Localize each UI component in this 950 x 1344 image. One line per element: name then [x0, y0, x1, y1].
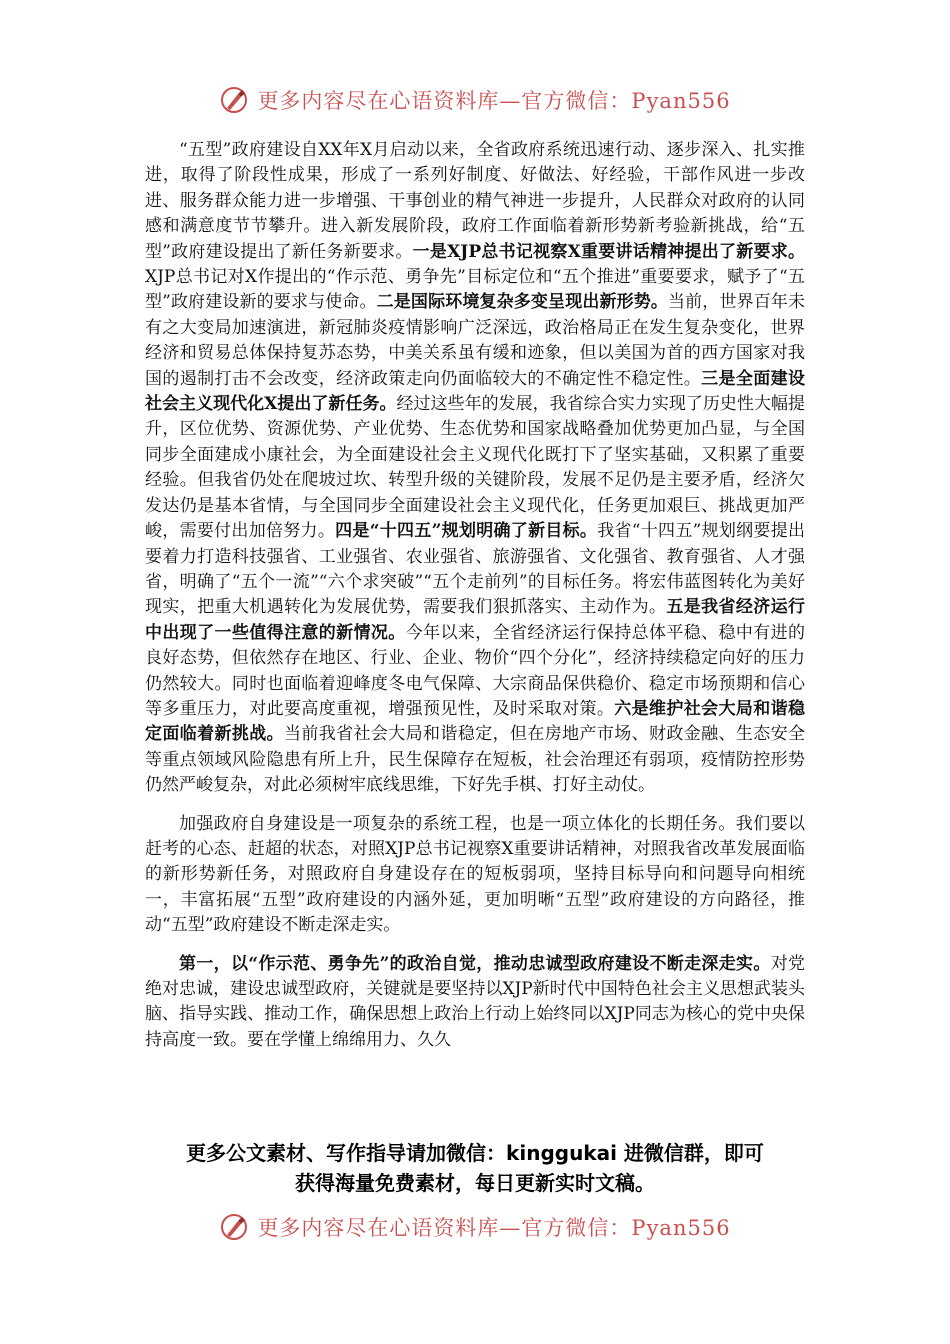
watermark-top: [0, 85, 950, 125]
text-run: 对党绝对忠诚，建设忠诚型政府，关键就是要坚持以XJP新时代中国特色社会主义思想武装头脑、指导实践、推动工作，确保思想上政治上行动上始终同以XJP同志为核心的党中央保持高度一致。要在学懂上绵绵用力、久久: [145, 953, 806, 1050]
paragraph: [145, 952, 805, 1054]
bold-heading-run: 三是全面建设社会主义现代化X提出了新任务。: [145, 368, 806, 415]
promo-notice: [120, 1138, 830, 1198]
document-body: [145, 138, 805, 1053]
text-run: 当前我省社会大局和谐稳定，但在房地产市场、财政金融、生态安全等重点领域风险隐患有所上升，民生保障存在短板，社会治理还有弱项，疫情防控形势仍然严峻复杂，对此必须树牢底线思维，下好先手棋、打好主动仗。: [145, 724, 806, 796]
text-run: 当前，世界百年未有之大变局加速演进，新冠肺炎疫情影响广泛深远，政治格局正在发生复杂变化，世界经济和贸易总体保持复苏态势，中美关系虽有缓和迹象，但以美国为首的西方国家对我国的遏制打击不会改变，经济政策走向仍面临较大的不确定性不稳定性。: [145, 292, 806, 389]
bold-heading-run: 二是国际环境复杂多变呈现出新形势。: [376, 292, 669, 313]
text-run: 加强政府自身建设是一项复杂的系统工程，也是一项立体化的长期任务。我们要以赶考的心态、赶超的状态，对照XJP总书记视察X重要讲话精神，对照我省改革发展面临的新形势新任务，对照政府自身建设存在的短板弱项，坚持目标导向和问题导向相统一，丰富拓展“五型”政府建设的内涵外延，更加明晰“五型”政府建设的方向路径，推动“五型”政府建设不断走深走实。: [145, 813, 805, 936]
text-run: XJP总书记对X作提出的“作示范、勇争先”目标定位和“五个推进”重要要求，赋予了“五型”政府建设新的要求与使命。: [145, 267, 805, 313]
promo-line-2: 获得海量免费素材，每日更新实时文稿。: [295, 1171, 655, 1195]
promo-line-1: 更多公文素材、写作指导请加微信：kinggukai 进微信群，即可: [186, 1141, 764, 1165]
bold-heading-run: 五是我省经济运行中出现了一些值得注意的新情况。: [145, 597, 806, 643]
bold-heading-run: 六是维护社会大局和谐稳定面临着新挑战。: [145, 698, 806, 745]
paragraph: [145, 138, 805, 799]
paragraph: [145, 812, 805, 939]
text-run: “五型”政府建设自XX年X月启动以来，全省政府系统迅速行动、逐步深入、扎实推进，取得了阶段性成果，形成了一系列好制度、好做法、好经验，干部作风进一步改进、服务群众能力进一步增强、干事创业的精气神进一步提升，人民群众对政府的认同感和满意度节节攀升。进入新发展阶段，政府工作面临着新形势新考验新挑战，给“五型”政府建设提出了新任务新要求。: [145, 140, 805, 262]
pen-circle-icon: [219, 1212, 249, 1242]
bold-heading-run: 第一，以“作示范、勇争先”的政治自觉，推动忠诚型政府建设不断走深走实。: [179, 953, 771, 974]
watermark-text: 更多内容尽在心语资料库—官方微信：Pyan556: [257, 1216, 731, 1240]
pen-circle-icon: [219, 85, 249, 115]
text-run: 我省“十四五”规划纲要提出要着力打造科技强省、工业强省、农业强省、旅游强省、文化强省、教育强省、人才强省，明确了“五个一流”“六个求突破”“五个走前列”的目标任务。将宏伟蓝图转化为美好现实，把重大机遇转化为发展优势，需要我们狠抓落实、主动作为。: [145, 521, 805, 618]
bold-heading-run: 一是XJP总书记视察X重要讲话精神提出了新要求。: [412, 241, 805, 262]
text-run: 今年以来，全省经济运行保持总体平稳、稳中有进的良好态势，但依然存在地区、行业、企业、物价“四个分化”，经济持续稳定向好的压力仍然较大。同时也面临着迎峰度冬电气保障、大宗商品保供稳价、稳定市场预期和信心等多重压力，对此要高度重视，增强预见性，及时采取对策。: [145, 622, 806, 719]
watermark-bottom: [0, 1212, 950, 1252]
bold-heading-run: 四是“十四五”规划明确了新目标。: [335, 521, 598, 542]
watermark-text: 更多内容尽在心语资料库—官方微信：Pyan556: [257, 89, 731, 113]
text-run: 经过这些年的发展，我省综合实力实现了历史性大幅提升，区位优势、资源优势、产业优势、生态优势和国家战略叠加优势更加凸显，与全国同步全面建成小康社会，为全面建设社会主义现代化既打下了坚实基础，又积累了重要经验。但我省仍处在爬坡过坎、转型升级的关键阶段，发展不足仍是主要矛盾，经济欠发达仍是基本省情，与全国同步全面建设社会主义现代化，任务更加艰巨、挑战更加严峻，需要付出加倍努力。: [145, 394, 805, 542]
